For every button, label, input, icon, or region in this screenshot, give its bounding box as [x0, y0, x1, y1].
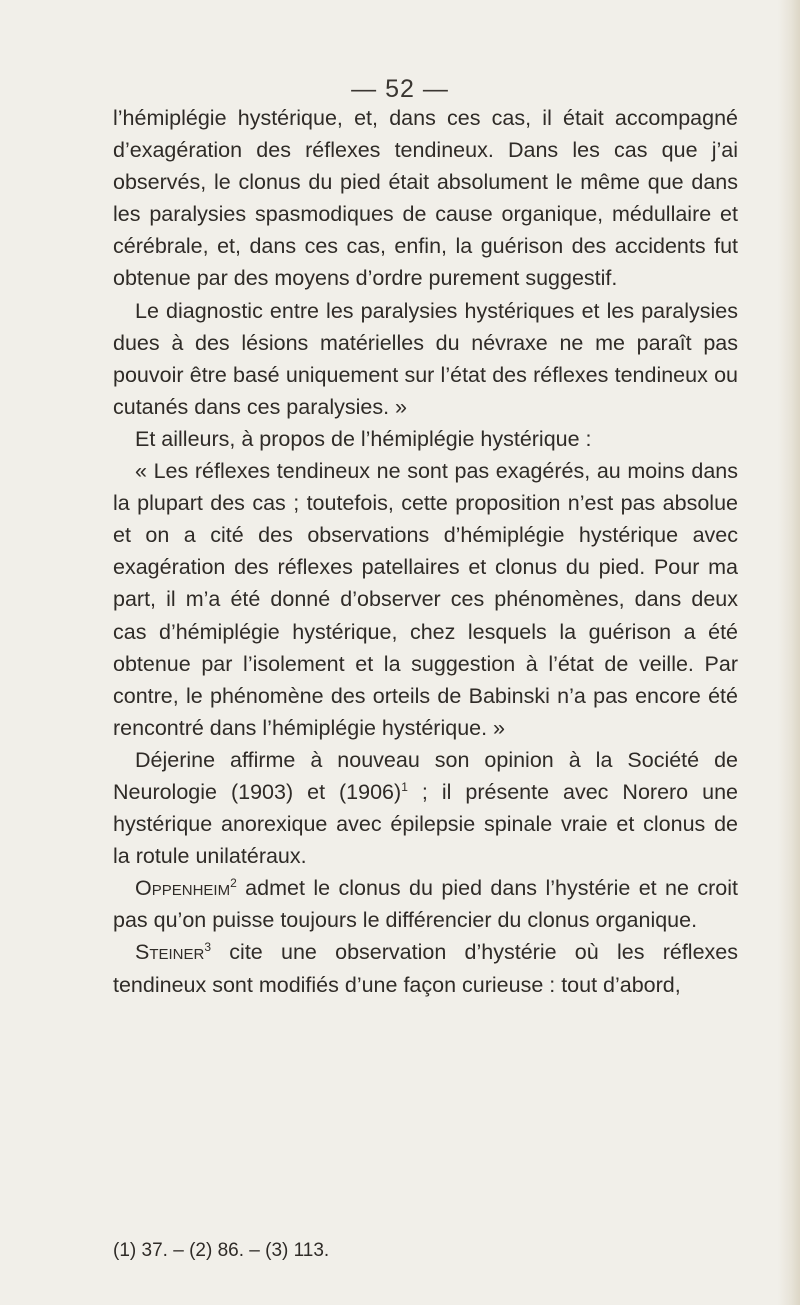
footnotes: [113, 1240, 329, 1262]
footnote-ref-2: 2: [230, 876, 237, 891]
body-text: [113, 102, 738, 1001]
footnote-1-text: 37.: [141, 1240, 168, 1261]
paragraph-6-text-after: admet le clonus du pied dans l’hystérie et ne croit pas qu’on puisse toujours le différencier du clonus organique.: [113, 876, 738, 933]
paragraph-5-text-after: ; il présente avec Norero une hystérique anorexique avec épilepsie spinale vraie et clonus de la rotule unilatéraux.: [113, 779, 738, 869]
paragraph-5: [113, 744, 738, 872]
paragraph-6: [113, 872, 738, 936]
paragraph-4: « Les réflexes tendineux ne sont pas exagérés, au moins dans la plupart des cas ; toutefois, cette proposition n’est pas absolue et on a cité des observations d’hémiplégie hystérique avec exagération des réflexes patellaires et clonus du pied. Pour ma part, il m’a été donné d’observer ces phénomènes, dans deux cas d’hémiplégie hystérique, chez lesquels la guérison a été obtenue par l’isolement et la suggestion à l’état de veille. Par contre, le phénomène des orteils de Babinski n’a pas encore été rencontré dans l’hémiplégie hystérique. »: [113, 459, 738, 740]
footnote-separator: –: [244, 1240, 266, 1261]
footnote-3-marker: (3): [265, 1240, 289, 1261]
footnote-3-text: 113.: [293, 1240, 330, 1261]
paragraph-1: l’hémiplégie hystérique, et, dans ces cas, il était accompagné d’exagération des réflexes tendineux. Dans les cas que j’ai observés, le clonus du pied était absolument le même que dans les paralysies spasmodiques de cause organique, médullaire et cérébrale, et, dans ces cas, enfin, la guérison des accidents fut obtenue par des moyens d’ordre purement suggestif.: [113, 106, 738, 291]
paragraph-2: Le diagnostic entre les paralysies hystériques et les paralysies dues à des lésions matérielles du névraxe ne me paraît pas pouvoir être basé uniquement sur l’état des réflexes tendineux ou cutanés dans ces paralysies. »: [113, 298, 738, 419]
footnote-separator: –: [167, 1240, 190, 1261]
footnote-2-marker: (2): [189, 1240, 213, 1261]
paragraph-3: Et ailleurs, à propos de l’hémiplégie hystérique :: [135, 426, 592, 451]
author-oppenheim: Oppenheim: [135, 876, 231, 901]
footnote-ref-3: 3: [204, 940, 212, 955]
paragraph-5-text-before: Déjerine affirme à nouveau son opinion à la Société de Neurologie (1903) et (1906): [113, 747, 738, 804]
footnote-2-text: 86.: [217, 1240, 244, 1261]
footnote-ref-1: 1: [401, 779, 408, 794]
paragraph-7: [113, 936, 738, 1000]
page-edge-shadow: [778, 0, 800, 1305]
page-number: — 52 —: [351, 75, 449, 103]
author-steiner: Steiner: [135, 940, 205, 965]
footnote-1-marker: (1): [113, 1240, 137, 1261]
paragraph-7-text-after: cite une observation d’hystérie où les réflexes tendineux sont modifiés d’une façon curieuse : tout d’abord,: [113, 940, 738, 997]
